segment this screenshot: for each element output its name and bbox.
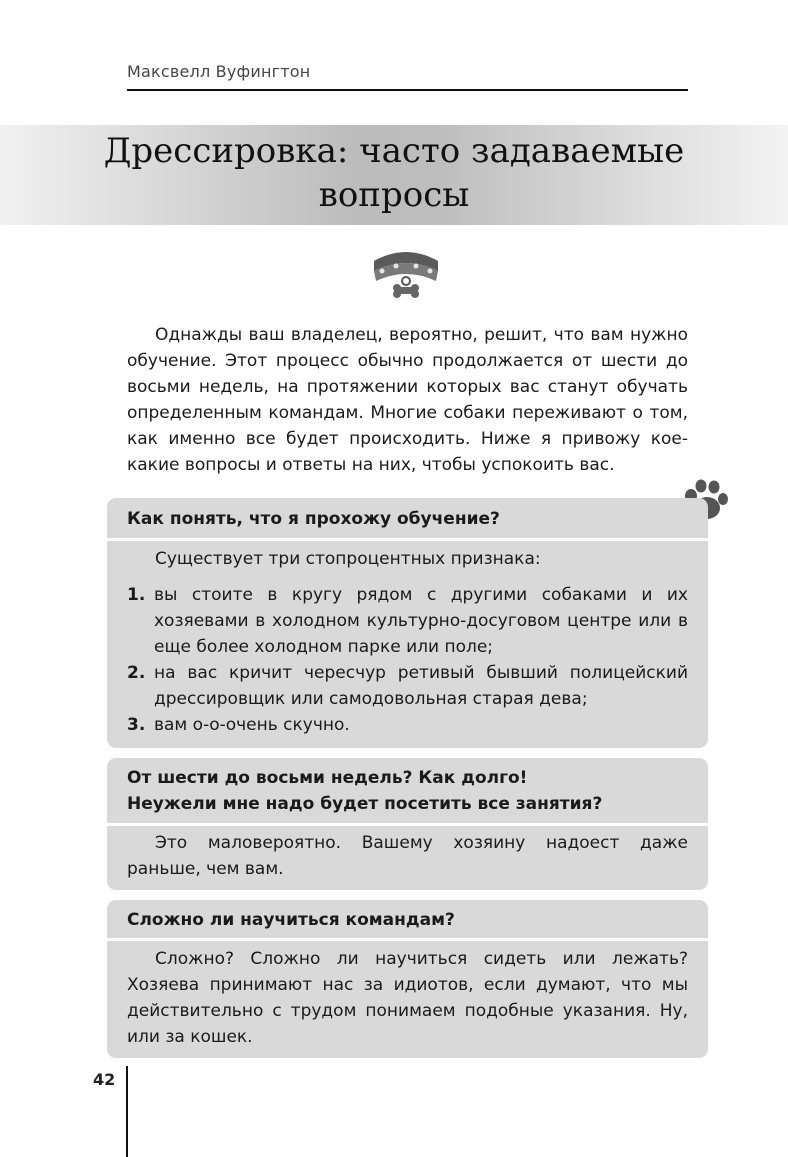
question-heading — [107, 758, 708, 826]
answer-body — [107, 826, 708, 890]
question-line-2: Неужели мне надо будет посетить все занятия? — [127, 794, 603, 814]
qa-box-3 — [107, 900, 708, 1058]
dog-collar-icon — [368, 247, 444, 307]
question-heading: Как понять, что я прохожу обучение? — [107, 498, 708, 541]
list-item — [127, 660, 688, 712]
list-item — [127, 712, 688, 738]
answer-text: Существует три стопроцентных признака: — [155, 549, 541, 569]
signs-list — [127, 582, 688, 738]
question-line-1: От шести до восьми недель? Как долго! — [127, 768, 528, 788]
running-head: Максвелл Вуфингтон — [127, 62, 311, 81]
answer-text: Это маловероятно. Вашему хозяину надоест даже раньше, чем вам. — [127, 833, 688, 879]
footer-rule — [126, 1066, 128, 1157]
answer-text: Сложно? Сложно ли научиться сидеть или лежать? Хозяева принимают нас за идиотов, если думают, что мы действительно с трудом понимаем подобные указания. Ну, или за кошек. — [127, 949, 688, 1047]
answer-body — [107, 941, 708, 1058]
list-item-number: 1. — [127, 585, 146, 605]
list-item — [127, 582, 688, 660]
list-item-number: 2. — [127, 663, 146, 683]
chapter-title-line2: вопросы — [318, 175, 470, 215]
list-item-text: на вас кричит чересчур ретивый бывший полицейский дрессировщик или самодовольная старая дева; — [154, 663, 688, 709]
list-item-text: вы стоите в кругу рядом с другими собаками и их хозяевами в холодном культурно-досуговом центре или в еще более холодном парке или поле; — [154, 585, 688, 657]
answer-body — [107, 541, 708, 748]
question-heading: Сложно ли научиться командам? — [107, 900, 708, 941]
intro-paragraph: Однажды ваш владелец, вероятно, решит, что вам нужно обучение. Этот процесс обычно продолжается от шести до восьми недель, на протяжении которых вас станут обучать определенным командам. Многие собаки переживают о том, как именно все будет происходить. Ниже я привожу кое-какие вопросы и ответы на них, чтобы успокоить вас. — [127, 325, 688, 475]
chapter-title-band — [0, 125, 788, 225]
qa-box-1 — [107, 498, 708, 748]
list-item-text: вам о-о-очень скучно. — [154, 715, 350, 735]
qa-box-2 — [107, 758, 708, 890]
page-number: 42 — [93, 1070, 116, 1089]
chapter-title-line1: Дрессировка: часто задаваемые — [103, 131, 685, 171]
header-rule — [127, 89, 688, 91]
list-item-number: 3. — [127, 715, 146, 735]
